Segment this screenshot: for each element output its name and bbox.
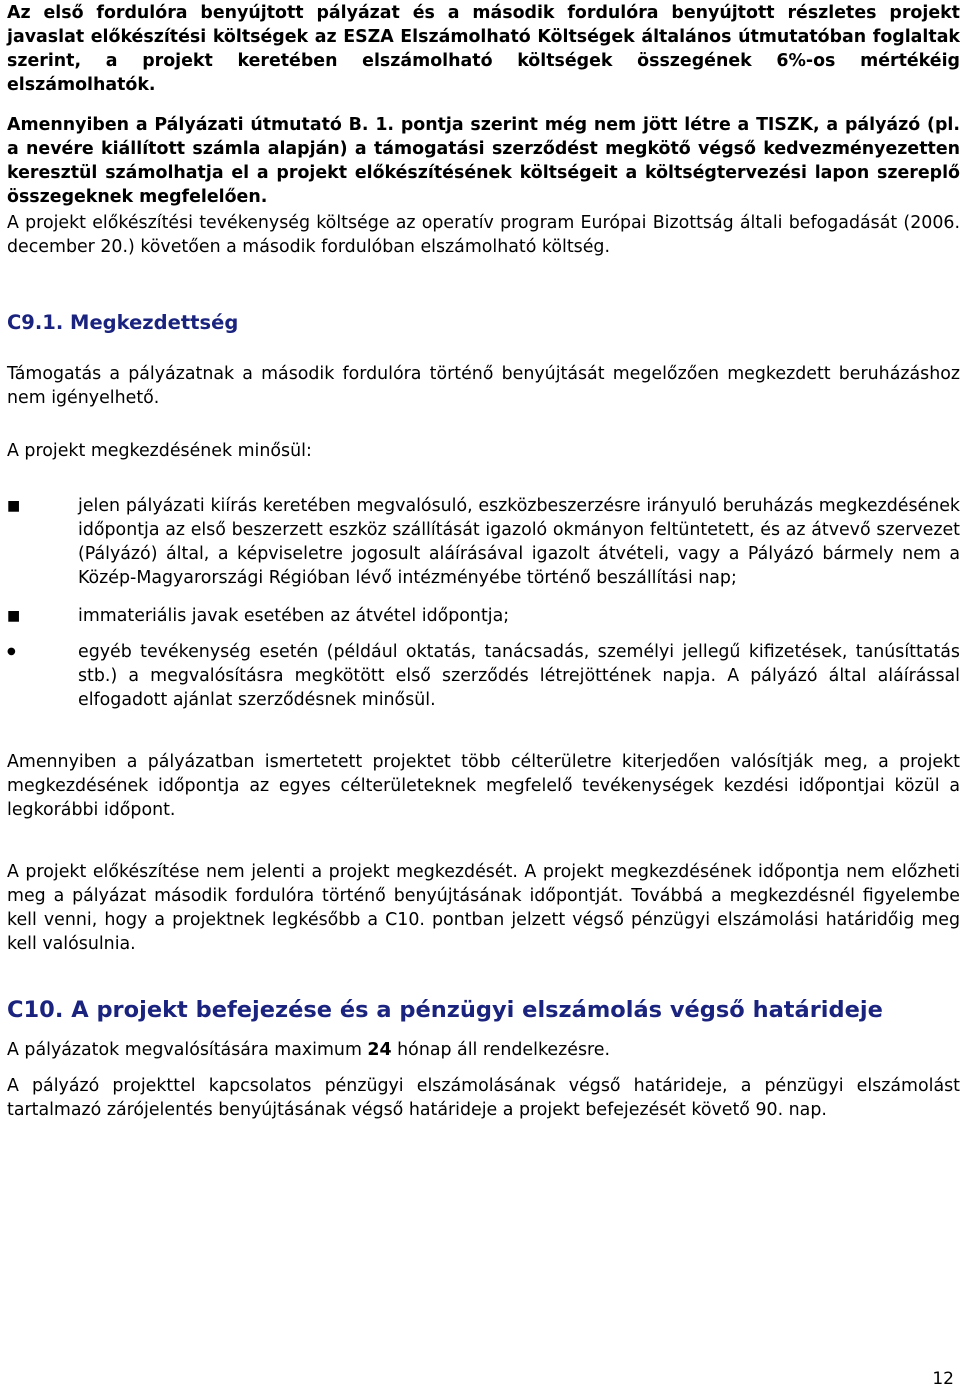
- section-heading-c10: C10. A projekt befejezése és a pénzügyi elszámolás végső határideje: [7, 997, 883, 1023]
- c91-paragraph-1: Támogatás a pályázatnak a második fordulóra történő benyújtását megelőzően megkezdett beruházáshoz nem igényelhető.: [7, 364, 960, 408]
- intro-paragraph-3: A projekt előkészítési tevékenység költsége az operatív program Európai Bizottság általi befogadását (2006. december 20.) követően a második fordulóban elszámolható költség.: [7, 213, 960, 257]
- intro-paragraph-2: Amennyiben a Pályázati útmutató B. 1. pontja szerint még nem jött létre a TISZK, a pályázó (pl. a nevére kiállított számla alapján) a támogatási szerződést megkötő végső kedvezményezetten keresztül számolhatja el a projekt előkészítésének költségeit a költségtervezési lapon szereplő összegeknek megfelelően.: [7, 115, 960, 207]
- square-bullet-icon: ■: [7, 498, 21, 514]
- round-bullet-icon: ●: [7, 646, 16, 657]
- c91-paragraph-2: A projekt megkezdésének minősül:: [7, 441, 312, 461]
- section-heading-c9-1: C9.1. Megkezdettség: [7, 311, 239, 334]
- list-item-text: egyéb tevékenység esetén (például oktatás, tanácsadás, személyi jellegű kifizetések, tanúsíttatás stb.) a megvalósításra megkötött első szerződés létrejöttének napja. A pályázó által aláírással elfogadott ajánlat szerződésnek minősül.: [78, 642, 960, 710]
- c10-paragraph-2: A pályázó projekttel kapcsolatos pénzügyi elszámolásának végső határideje, a pénzügyi elszámolást tartalmazó zárójelentés benyújtásának végső határideje a projekt befejezését követő 90. nap.: [7, 1076, 960, 1120]
- c91-bullet-list: [7, 494, 960, 712]
- list-item-text: immateriális javak esetében az átvétel időpontja;: [78, 606, 510, 626]
- c10-paragraph-1: [7, 1038, 960, 1062]
- c10-text-before: A pályázatok megvalósítására maximum: [7, 1040, 368, 1060]
- c10-months-value: 24: [367, 1040, 392, 1060]
- page-number: 12: [932, 1369, 954, 1389]
- intro-paragraph-1: Az első fordulóra benyújtott pályázat és a második fordulóra benyújtott részletes projekt javaslat előkészítési költségek az ESZA Elszámolható Költségek általános útmutatóban foglaltak szerint, a projekt keretében elszámolható költségek összegének 6%-os mértékéig elszámolhatók.: [7, 3, 960, 95]
- document-page: [7, 0, 960, 1122]
- square-bullet-icon: ■: [7, 608, 21, 624]
- list-item: [7, 604, 960, 628]
- c91-paragraph-3: Amennyiben a pályázatban ismertetett projektet több célterületre kiterjedően valósítják meg, a projekt megkezdésének időpontja az egyes célterületeknek megfelelő tevékenységek kezdési időpontjai közül a legkorábbi időpont.: [7, 752, 960, 820]
- c10-text-after: hónap áll rendelkezésre.: [391, 1040, 611, 1060]
- list-item: [7, 494, 960, 590]
- list-item: [7, 640, 960, 712]
- list-item-text: jelen pályázati kiírás keretében megvalósuló, eszközbeszerzésre irányuló beruházás megkezdésének időpontja az első beszerzett eszköz szállítását igazoló okmányon feltüntetett, és az átvevő szervezet (Pályázó) által, a képviseletre jogosult aláírásával igazolt átvételi, vagy a Pályázó bármely nem a Közép-Magyarországi Régióban lévő intézményébe történő beszállítási nap;: [78, 496, 960, 588]
- c91-paragraph-4: A projekt előkészítése nem jelenti a projekt megkezdését. A projekt megkezdésének időpontja nem előzheti meg a pályázat második fordulóra történő benyújtásának időpontját. Továbbá a megkezdésnél figyelembe kell venni, hogy a projektnek legkésőbb a C10. pontban jelzett végső pénzügyi elszámolási határidőig meg kell valósulnia.: [7, 862, 960, 954]
